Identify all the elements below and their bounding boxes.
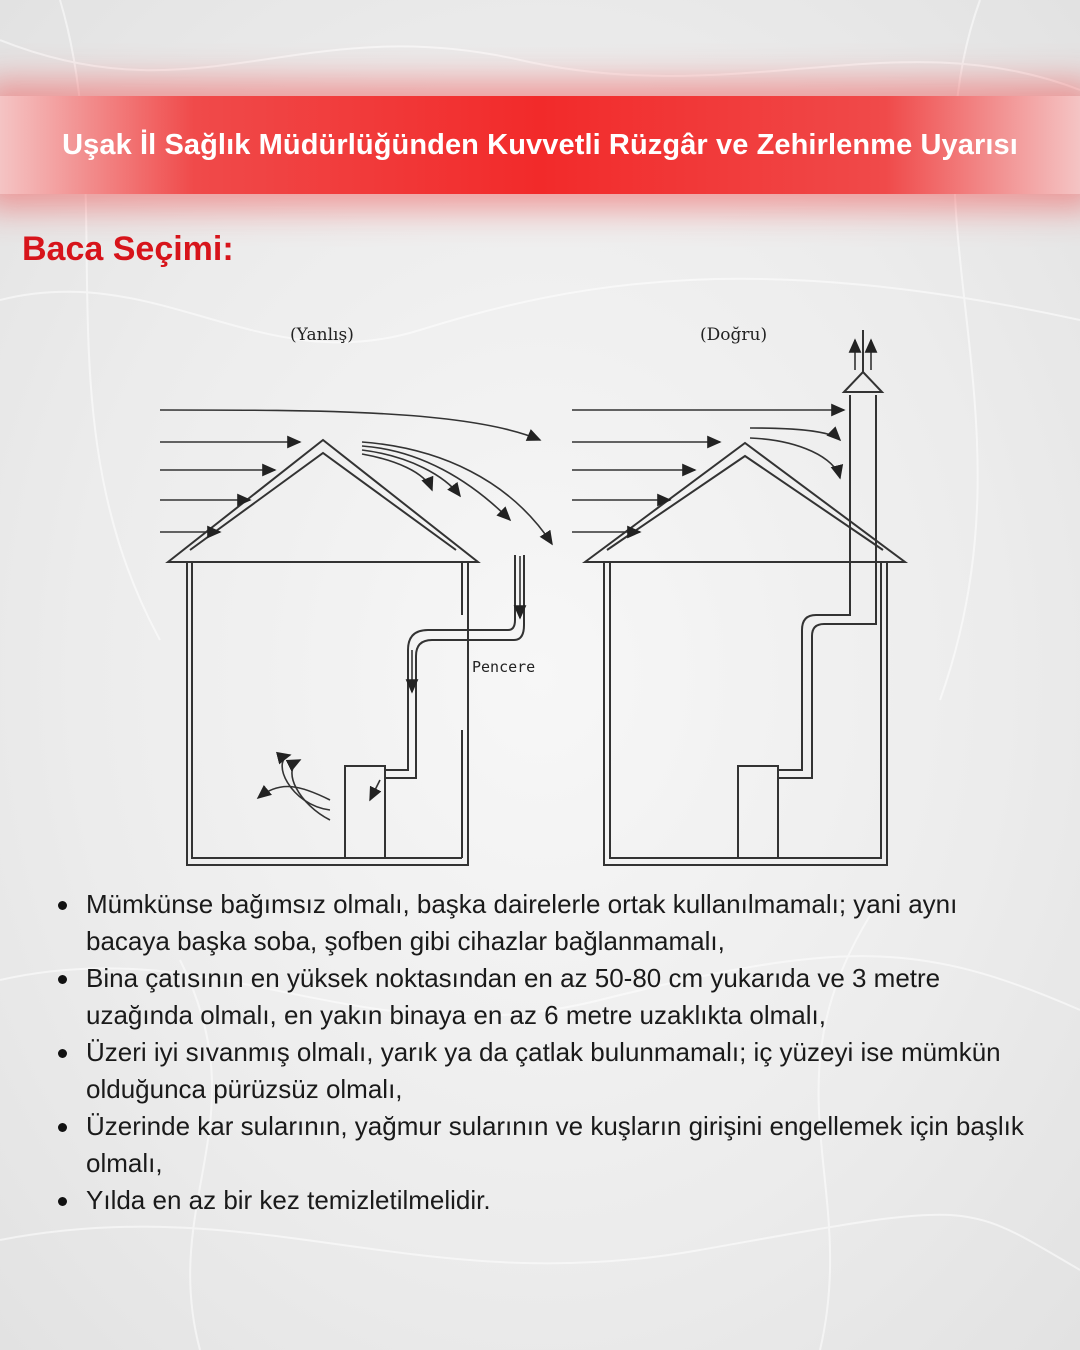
bullet-list <box>52 886 1042 1219</box>
chimney-diagram <box>140 300 940 880</box>
bullet-item-3 <box>52 1034 1042 1108</box>
bullet-dot <box>58 1197 67 1206</box>
bullet-item-2 <box>52 960 1042 1034</box>
correct-label: (Doğru) <box>700 325 768 345</box>
bullet-text: Mümkünse bağımsız olmalı, başka dairelerle ortak kullanılmamalı; yani aynı bacaya başka soba, şofben gibi cihazlar bağlanmamalı, <box>86 889 958 956</box>
wrong-house <box>168 440 524 865</box>
bullet-text: Bina çatısının en yüksek noktasından en az 50-80 cm yukarıda ve 3 metre uzağında olmalı, en yakın binaya en az 6 metre uzaklıkta olmalı, <box>86 963 941 1030</box>
bullet-text: Üzeri iyi sıvanmış olmalı, yarık ya da çatlak bulunmamalı; iç yüzeyi ise mümkün olduğunca pürüzsüz olmalı, <box>86 1037 1001 1104</box>
header-title: Uşak İl Sağlık Müdürlüğünden Kuvvetli Rüzgâr ve Zehirlenme Uyarısı <box>62 128 1018 161</box>
wrong-label: (Yanlış) <box>290 325 354 345</box>
bullet-dot <box>58 1049 67 1058</box>
window-label: Pencere <box>472 658 536 676</box>
bullet-item-1 <box>52 886 1042 960</box>
header-banner <box>0 96 1080 194</box>
bullet-text: Yılda en az bir kez temizletilmelidir. <box>86 1185 491 1215</box>
bullet-dot <box>58 1123 67 1132</box>
bullet-dot <box>58 901 67 910</box>
bullet-item-5 <box>52 1182 1042 1219</box>
bullet-dot <box>58 975 67 984</box>
bullet-text: Üzerinde kar sularının, yağmur sularının ve kuşların girişini engellemek için başlık olmalı, <box>86 1111 1024 1178</box>
bullet-item-4 <box>52 1108 1042 1182</box>
section-title: Baca Seçimi: <box>22 230 234 268</box>
wrong-wind-arrows <box>160 410 552 820</box>
